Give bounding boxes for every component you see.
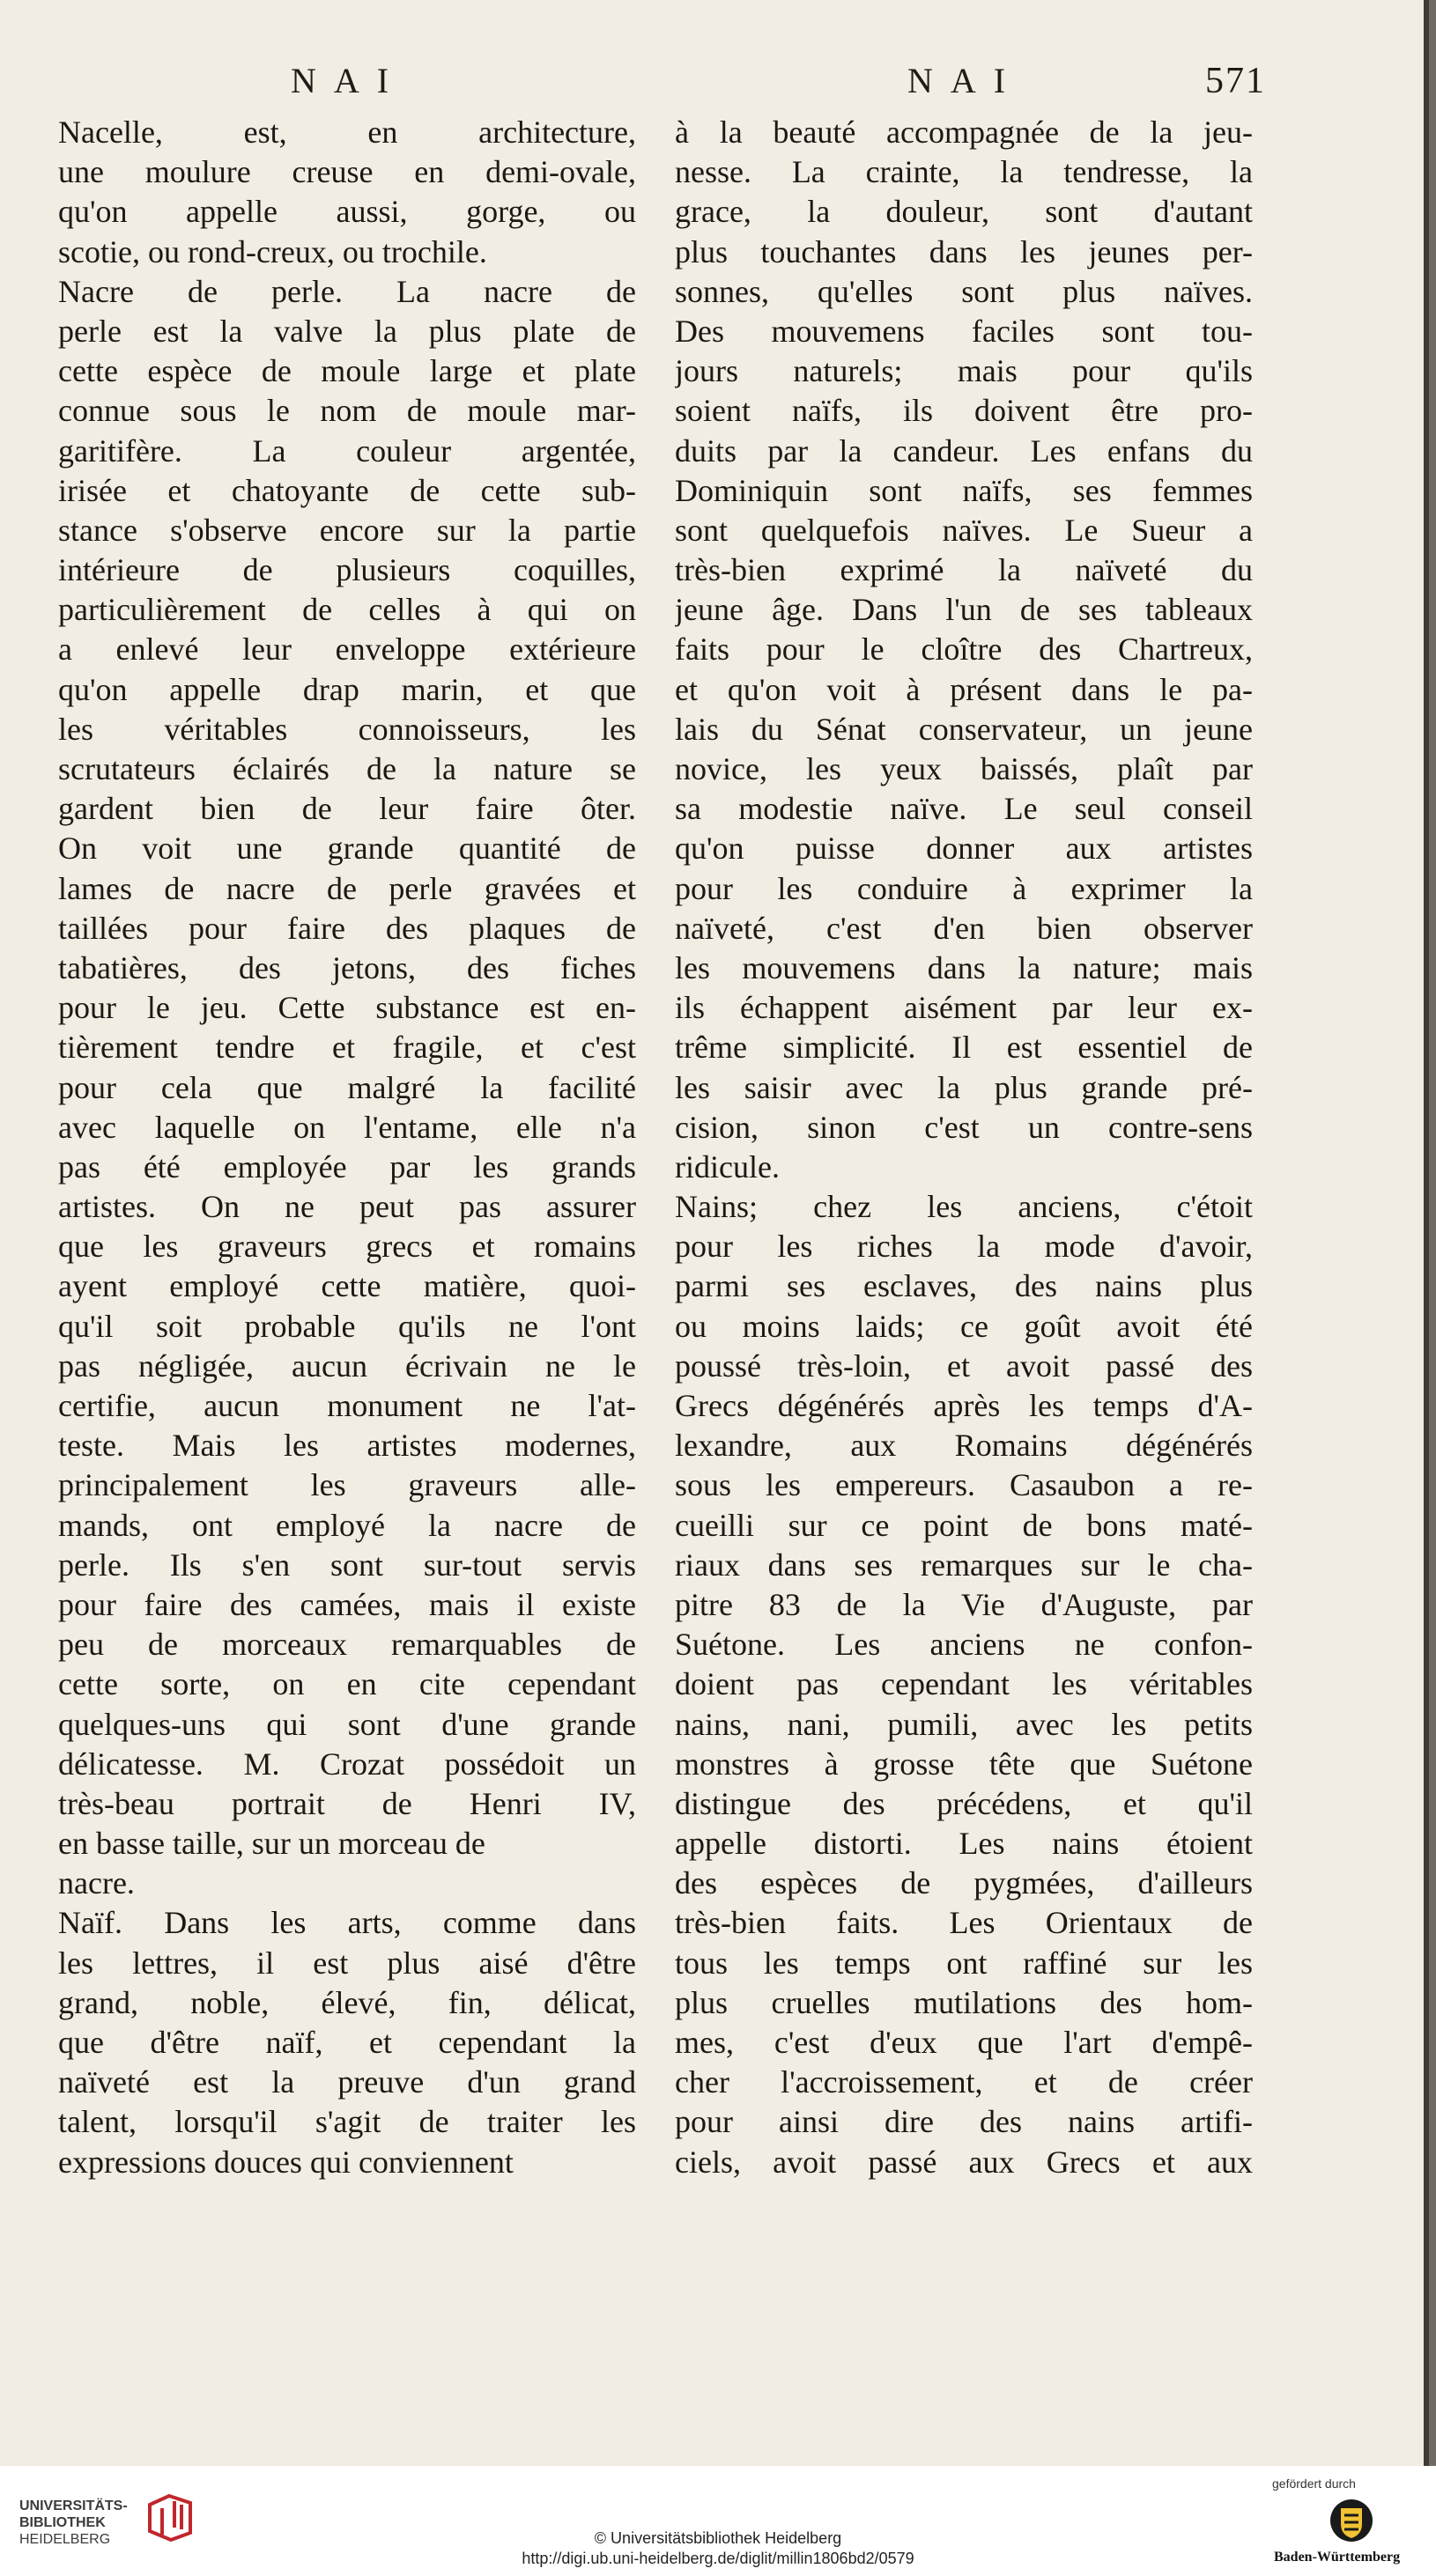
text-line: cher l'accroissement, et de créer [675,2064,1253,2100]
text-line: cueilli sur ce point de bons maté- [675,1507,1253,1543]
text-line: lames de nacre de perle gravées et [58,870,636,906]
text-line: sonnes, qu'elles sont plus naïves. [675,273,1253,309]
text-line: perle est la valve la plus plate de [58,313,636,349]
text-line: Nains; chez les anciens, c'étoit [675,1189,1253,1225]
text-line: artistes. On ne peut pas assurer [58,1189,636,1225]
text-line: perle. Ils s'en sont sur-tout servis [58,1546,636,1583]
running-header-right: NAI [907,61,1024,100]
text-line: pour faire des camées, mais il existe [58,1586,636,1622]
baden-wuerttemberg-crest-icon [1329,2498,1374,2545]
text-line: intérieure de plusieurs coquilles, [58,552,636,588]
running-header-left: NAI [291,61,407,100]
text-line: a enlevé leur enveloppe extérieure [58,631,636,668]
text-line: Dominiquin sont naïfs, ses femmes [675,472,1253,508]
text-line: naïveté est la preuve d'un grand [58,2064,636,2100]
copyright-notice: © Universitätsbibliothek Heidelberg [594,2529,842,2547]
text-line: stance s'observe encore sur la partie [58,512,636,548]
text-line: pour les conduire à exprimer la [675,870,1253,906]
text-line: plus cruelles mutilations des hom- [675,1984,1253,2020]
text-line: à la beauté accompagnée de la jeu- [675,114,1253,150]
text-line: quelques-uns qui sont d'une grande [58,1706,636,1742]
text-line: lais du Sénat conservateur, un jeune [675,711,1253,747]
text-column-left [58,113,636,2182]
text-line: pour le jeu. Cette substance est en- [58,990,636,1026]
text-line: naïveté, c'est d'en bien observer [675,910,1253,946]
text-line: taillées pour faire des plaques de [58,910,636,946]
text-line: poussé très-loin, et avoit passé des [675,1347,1253,1384]
text-line: particulièrement de celles à qui on [58,592,636,628]
text-line: principalement les graveurs alle- [58,1467,636,1503]
text-line: Nacelle, est, en architecture, [58,114,636,150]
text-line: pas été employée par les grands [58,1148,636,1185]
funded-by-label: gefördert durch [1272,2476,1356,2491]
text-line: et qu'on voit à présent dans le pa- [675,671,1253,707]
text-line: teste. Mais les artistes modernes, [58,1428,636,1464]
text-line: plus touchantes dans les jeunes per- [675,233,1253,269]
text-line: les lettres, il est plus aisé d'être [58,1945,636,1981]
text-line: qu'il soit probable qu'ils ne l'ont [58,1308,636,1344]
text-line: cette espèce de moule large et plate [58,353,636,389]
text-line: qu'on appelle drap marin, et que [58,671,636,707]
library-name-line: UNIVERSITÄTS- [19,2498,128,2513]
text-line: pour les riches la mode d'avoir, [675,1229,1253,1265]
text-line: tièrement tendre et fragile, et c'est [58,1030,636,1066]
text-line: faits pour le cloître des Chartreux, [675,631,1253,668]
source-url-link[interactable]: http://digi.ub.uni-heidelberg.de/diglit/millin1806bd2/0579 [522,2550,914,2567]
text-line: que d'être naïf, et cependant la [58,2025,636,2060]
text-line: expressions douces qui conviennent [58,2144,514,2180]
text-line: gardent bien de leur faire ôter. [58,791,636,827]
text-line: pas négligée, aucun écrivain ne le [58,1347,636,1384]
text-line: sous les empereurs. Casaubon a re- [675,1467,1253,1503]
text-line: une moulure creuse en demi-ovale, [58,154,636,190]
text-line: duits par la candeur. Les enfans du [675,432,1253,469]
text-line: très-bien exprimé la naïveté du [675,552,1253,588]
text-line: sont quelquefois naïves. Le Sueur a [675,512,1253,548]
text-line: scrutateurs éclairés de la nature se [58,751,636,786]
text-line: sa modestie naïve. Le seul conseil [675,791,1253,827]
text-line: doient pas cependant les véritables [675,1666,1253,1702]
text-line: Grecs dégénérés après les temps d'A- [675,1388,1253,1423]
text-line: nains, nani, pumili, avec les petits [675,1706,1253,1742]
text-line: lexandre, aux Romains dégénérés [675,1428,1253,1464]
text-line: parmi ses esclaves, des nains plus [675,1268,1253,1304]
text-line: pour cela que malgré la facilité [58,1069,636,1105]
text-line: Suétone. Les anciens ne confon- [675,1627,1253,1663]
text-line: scotie, ou rond-creux, ou trochile. [58,233,487,269]
text-line: irisée et chatoyante de cette sub- [58,472,636,508]
text-line: certifie, aucun monument ne l'at- [58,1388,636,1423]
text-line: talent, lorsqu'il s'agit de traiter les [58,2104,636,2140]
text-line: les saisir avec la plus grande pré- [675,1069,1253,1105]
text-line: très-beau portrait de Henri IV, [58,1785,636,1821]
text-line: en basse taille, sur un morceau de [58,1826,485,1862]
text-line: garitifère. La couleur argentée, [58,432,636,469]
text-line: pour ainsi dire des nains artifi- [675,2104,1253,2140]
text-line: qu'on appelle aussi, gorge, ou [58,194,636,230]
text-line: mes, c'est d'eux que l'art d'empê- [675,2025,1253,2060]
text-line: qu'on puisse donner aux artistes [675,830,1253,867]
text-line: Naïf. Dans les arts, comme dans [58,1905,636,1941]
text-line: cette sorte, on en cite cependant [58,1666,636,1702]
text-line: peu de morceaux remarquables de [58,1627,636,1663]
text-line: trême simplicité. Il est essentiel de [675,1030,1253,1066]
text-line: ayent employé cette matière, quoi- [58,1268,636,1304]
text-line: jeune âge. Dans l'un de ses tableaux [675,592,1253,628]
text-line: monstres à grosse tête que Suétone [675,1746,1253,1782]
text-line: riaux dans ses remarques sur le cha- [675,1546,1253,1583]
text-line: que les graveurs grecs et romains [58,1229,636,1265]
text-line: très-bien faits. Les Orientaux de [675,1905,1253,1941]
text-line: tabatières, des jetons, des fiches [58,949,636,985]
text-line: nesse. La crainte, la tendresse, la [675,154,1253,190]
text-line: tous les temps ont raffiné sur les [675,1945,1253,1981]
text-line: ridicule. [675,1148,780,1185]
text-line: les véritables connoisseurs, les [58,711,636,747]
text-line: pitre 83 de la Vie d'Auguste, par [675,1586,1253,1622]
page-number: 571 [1205,61,1266,101]
text-line: grand, noble, élevé, fin, délicat, [58,1984,636,2020]
text-line: On voit une grande quantité de [58,830,636,867]
text-line: distingue des précédens, et qu'il [675,1785,1253,1821]
text-line: délicatesse. M. Crozat possédoit un [58,1746,636,1782]
text-line: connue sous le nom de moule mar- [58,393,636,429]
text-line: nacre. [58,1865,135,1901]
text-line: Nacre de perle. La nacre de [58,273,636,309]
text-line: ciels, avoit passé aux Grecs et aux [675,2144,1253,2180]
text-line: les mouvemens dans la nature; mais [675,949,1253,985]
funder-name: Baden-Württemberg [1274,2550,1401,2565]
text-line: des espèces de pygmées, d'ailleurs [675,1865,1253,1901]
library-name-line: HEIDELBERG [19,2532,111,2547]
text-line: novice, les yeux baissés, plaît par [675,751,1253,786]
text-line: mands, ont employé la nacre de [58,1507,636,1543]
text-line: soient naïfs, ils doivent être pro- [675,393,1253,429]
text-line: ou moins laids; ce goût avoit été [675,1308,1253,1344]
text-line: Des mouvemens faciles sont tou- [675,313,1253,349]
text-line: jours naturels; mais pour qu'ils [675,353,1253,389]
text-line: grace, la douleur, sont d'autant [675,194,1253,230]
text-line: ils échappent aisément par leur ex- [675,990,1253,1026]
text-line: appelle distorti. Les nains étoient [675,1826,1253,1862]
library-name-line: BIBLIOTHEK [19,2515,106,2530]
text-line: cision, sinon c'est un contre-sens [675,1109,1253,1145]
text-column-right [675,113,1253,2182]
text-line: avec laquelle on l'entame, elle n'a [58,1109,636,1145]
